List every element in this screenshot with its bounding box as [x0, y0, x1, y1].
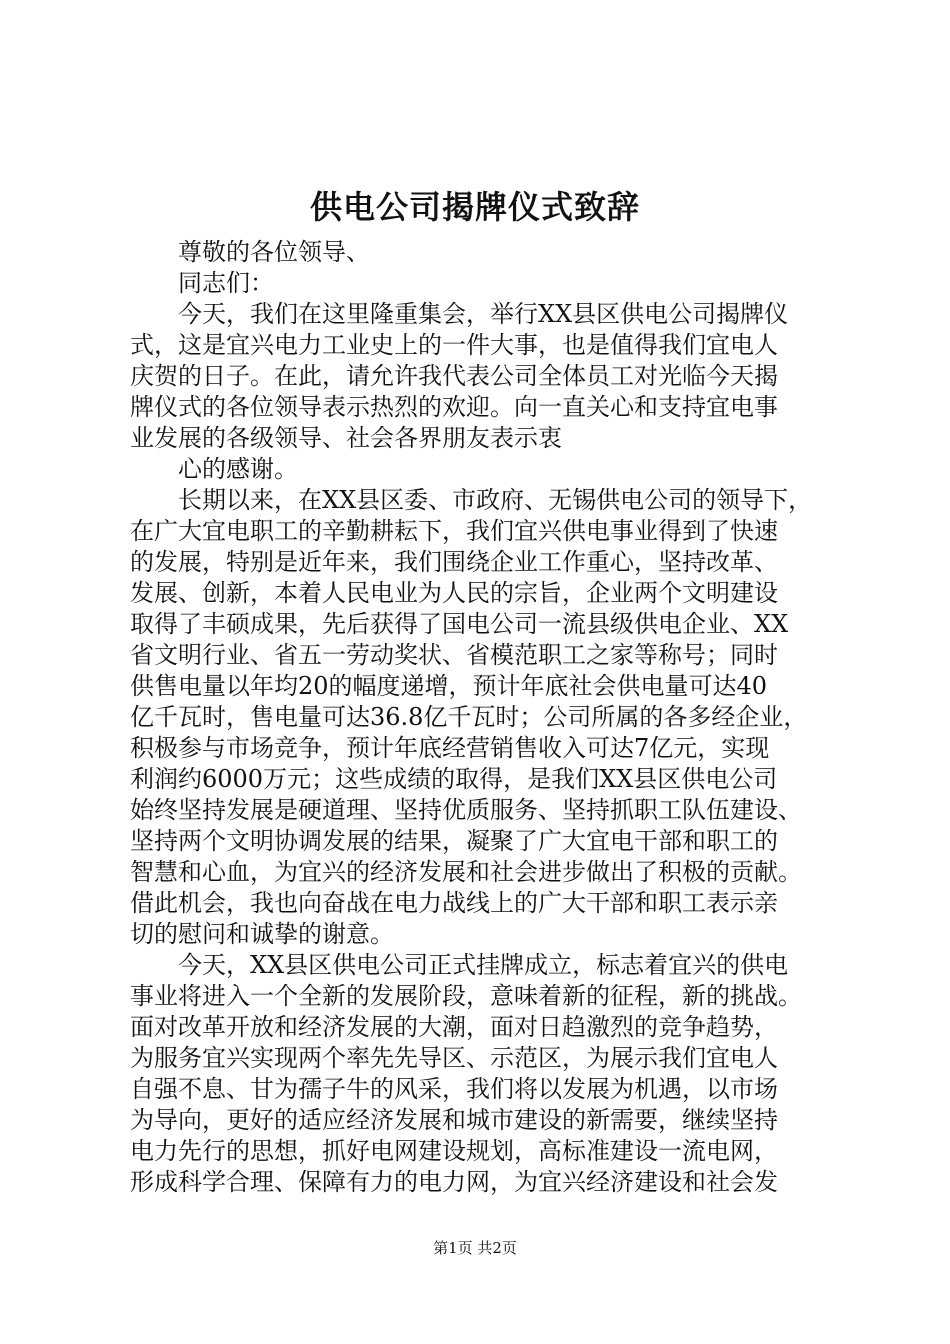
body-line: 面对改革开放和经济发展的大潮，面对日趋激烈的竞争趋势， — [130, 1013, 778, 1041]
body-line: 自强不息、甘为孺子牛的风采，我们将以发展为机遇，以市场 — [130, 1075, 778, 1103]
body-line: 坚持两个文明协调发展的结果，凝聚了广大宜电干部和职工的 — [130, 827, 778, 855]
body-line: 亿千瓦时，售电量可达36.8亿千瓦时；公司所属的各多经企业， — [130, 703, 808, 731]
body-line: 牌仪式的各位领导表示热烈的欢迎。向一直关心和支持宜电事 — [130, 393, 778, 421]
body-line: 为导向，更好的适应经济发展和城市建设的新需要，继续坚持 — [130, 1106, 778, 1134]
body-line: 尊敬的各位领导、 — [178, 238, 370, 266]
document-title: 供电公司揭牌仪式致辞 — [309, 188, 640, 226]
body-line: 积极参与市场竞争，预计年底经营销售收入可达7亿元，实现 — [130, 734, 770, 762]
body-line: 业发展的各级领导、社会各界朋友表示衷 — [130, 424, 562, 452]
body-line: 同志们： — [178, 269, 274, 297]
body-line: 电力先行的思想，抓好电网建设规划，高标准建设一流电网， — [130, 1137, 778, 1165]
body-line: 式，这是宜兴电力工业史上的一件大事，也是值得我们宜电人 — [130, 331, 778, 359]
body-line: 庆贺的日子。在此，请允许我代表公司全体员工对光临今天揭 — [130, 362, 778, 390]
body-line: 借此机会，我也向奋战在电力战线上的广大干部和职工表示亲 — [130, 889, 778, 917]
body-line: 切的慰问和诚挚的谢意。 — [130, 920, 394, 948]
body-line: 事业将进入一个全新的发展阶段，意味着新的征程，新的挑战。 — [130, 982, 802, 1010]
body-line: 的发展，特别是近年来，我们围绕企业工作重心，坚持改革、 — [130, 548, 778, 576]
page-footer: 第1页 共2页 — [433, 1239, 517, 1257]
body-line: 利润约6000万元；这些成绩的取得，是我们XX县区供电公司 — [130, 765, 778, 793]
body-line: 取得了丰硕成果，先后获得了国电公司一流县级供电企业、XX — [130, 610, 789, 638]
body-line: 智慧和心血，为宜兴的经济发展和社会进步做出了积极的贡献。 — [130, 858, 802, 886]
body-line: 始终坚持发展是硬道理、坚持优质服务、坚持抓职工队伍建设、 — [130, 796, 802, 824]
body-line: 心的感谢。 — [178, 455, 298, 483]
body-line: 发展、创新，本着人民电业为人民的宗旨，企业两个文明建设 — [130, 579, 778, 607]
body-line: 长期以来，在XX县区委、市政府、无锡供电公司的领导下， — [178, 486, 813, 514]
body-line: 为服务宜兴实现两个率先先导区、示范区，为展示我们宜电人 — [130, 1044, 778, 1072]
body-line: 今天，我们在这里隆重集会，举行XX县区供电公司揭牌仪 — [178, 300, 789, 328]
body-line: 供售电量以年均20的幅度递增，预计年底社会供电量可达40 — [130, 672, 768, 700]
body-line: 在广大宜电职工的辛勤耕耘下，我们宜兴供电事业得到了快速 — [130, 517, 778, 545]
body-line: 今天，XX县区供电公司正式挂牌成立，标志着宜兴的供电 — [178, 951, 789, 979]
body-line: 形成科学合理、保障有力的电力网，为宜兴经济建设和社会发 — [130, 1168, 778, 1196]
document-body — [130, 237, 835, 1198]
body-line: 省文明行业、省五一劳动奖状、省模范职工之家等称号；同时 — [130, 641, 778, 669]
